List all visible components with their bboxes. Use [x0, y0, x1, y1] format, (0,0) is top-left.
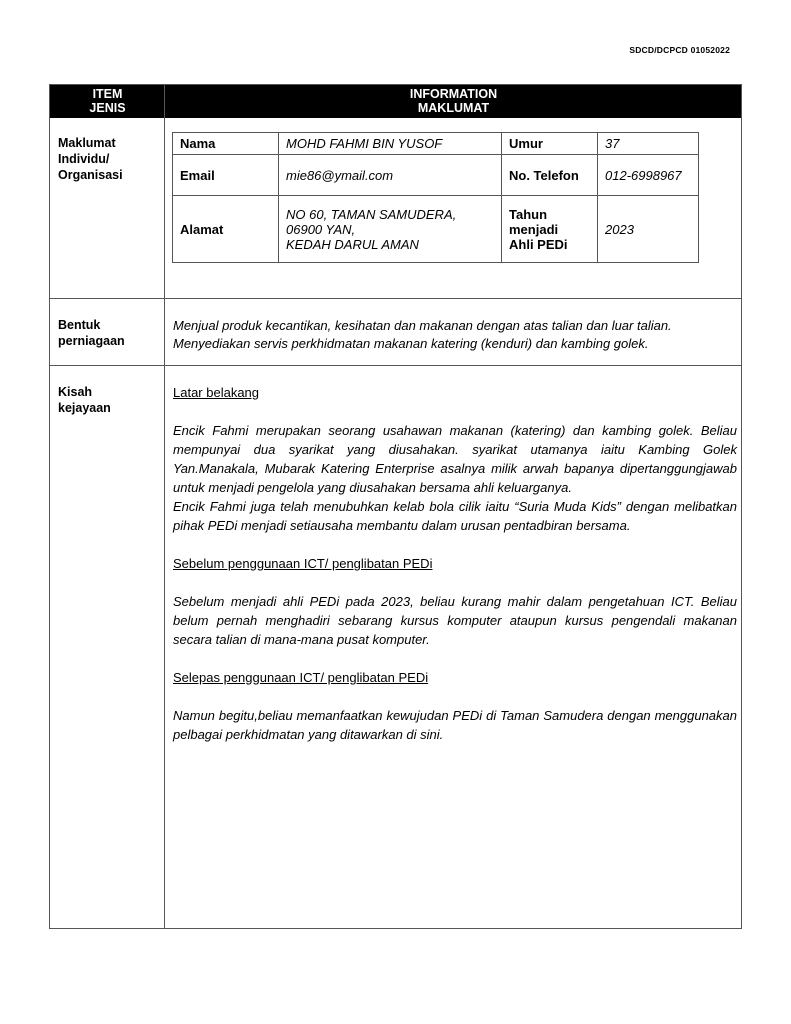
nama-value: MOHD FAHMI BIN YUSOF: [279, 133, 502, 155]
umur-label: Umur: [502, 133, 598, 155]
table-header: [50, 85, 741, 118]
tahun-value: 2023: [598, 196, 699, 263]
table-row: [173, 155, 699, 196]
header-item-label: ITEM: [92, 87, 123, 101]
alamat-label: Alamat: [173, 196, 279, 263]
header-item-column: [50, 87, 165, 115]
section-label-bentuk: [58, 317, 158, 349]
nama-label: Nama: [173, 133, 279, 155]
label-line: Bentuk: [58, 318, 101, 332]
telefon-label: No. Telefon: [502, 155, 598, 196]
sebelum-heading: Sebelum penggunaan ICT/ penglibatan PEDi: [173, 556, 433, 571]
bentuk-line: Menyediakan servis perkhidmatan makanan katering (kenduri) dan kambing golek.: [173, 336, 649, 351]
tahun-label-line: Ahli PEDi: [509, 236, 568, 252]
header-maklumat-label: MAKLUMAT: [417, 101, 490, 115]
alamat-line: NO 60, TAMAN SAMUDERA,: [286, 206, 457, 222]
alamat-line: KEDAH DARUL AMAN: [286, 236, 419, 252]
latar-heading: Latar belakang: [173, 385, 260, 400]
label-line: perniagaan: [58, 334, 125, 348]
tahun-label: [502, 196, 598, 263]
section-label-individu: [58, 135, 158, 183]
header-jenis-label: JENIS: [89, 101, 126, 115]
table-row: [173, 133, 699, 155]
umur-value: 37: [598, 133, 699, 155]
profile-form: [49, 84, 742, 929]
selepas-heading: Selepas penggunaan ICT/ penglibatan PEDi: [173, 670, 429, 685]
latar-paragraph-2: Encik Fahmi juga telah menubuhkan kelab bola cilik iaitu “Suria Muda Kids” dengan melibatkan pihak PEDi menjadi setiausaha membantu dalam urusan pentadbiran bersama.: [173, 499, 737, 533]
table-row: [173, 196, 699, 263]
email-value: mie86@ymail.com: [279, 155, 502, 196]
bentuk-line: Menjual produk kecantikan, kesihatan dan makanan dengan atas talian dan luar talian.: [173, 318, 672, 333]
alamat-value: [279, 196, 502, 263]
label-line: Organisasi: [58, 168, 123, 182]
tahun-label-line: menjadi: [509, 221, 559, 237]
label-line: kejayaan: [58, 401, 111, 415]
sebelum-paragraph: Sebelum menjadi ahli PEDi pada 2023, beliau kurang mahir dalam pengetahuan ICT. Beliau belum pernah menghadiri sebarang kursus komputer ataupun kursus pengendali makanan secara talian di mana-mana pusat komputer.: [173, 594, 737, 647]
profile-details-table: [172, 132, 699, 263]
label-line: Maklumat: [58, 136, 116, 150]
alamat-line: 06900 YAN,: [286, 221, 356, 237]
row-divider-2: [50, 365, 741, 366]
column-divider: [164, 85, 165, 928]
tahun-label-line: Tahun: [509, 206, 548, 222]
row-divider-1: [50, 298, 741, 299]
email-label: Email: [173, 155, 279, 196]
latar-paragraph-1: Encik Fahmi merupakan seorang usahawan makanan (katering) dan kambing golek. Beliau mempunyai dua syarikat yang diusahakan. syarikat utamanya iaitu Kambing Golek Yan.Manakala, Mubarak Katering Enterprise asalnya milik arwah bapanya dipertanggungjawab untuk menjadi pengelola yang diusahakan bersama ahli keluarganya.: [173, 423, 737, 495]
document-code: SDCD/DCPCD 01052022: [629, 45, 730, 55]
header-information-label: INFORMATION: [409, 87, 498, 101]
header-information-column: [165, 87, 742, 115]
section-label-kisah: [58, 384, 158, 416]
label-line: Individu/: [58, 152, 110, 166]
telefon-value: 012-6998967: [598, 155, 699, 196]
kisah-kejayaan-text: [173, 383, 737, 744]
label-line: Kisah: [58, 385, 93, 399]
selepas-paragraph: Namun begitu,beliau memanfaatkan kewujudan PEDi di Taman Samudera dengan menggunakan pelbagai perkhidmatan yang ditawarkan di sini.: [173, 708, 737, 742]
bentuk-perniagaan-text: [173, 317, 733, 353]
